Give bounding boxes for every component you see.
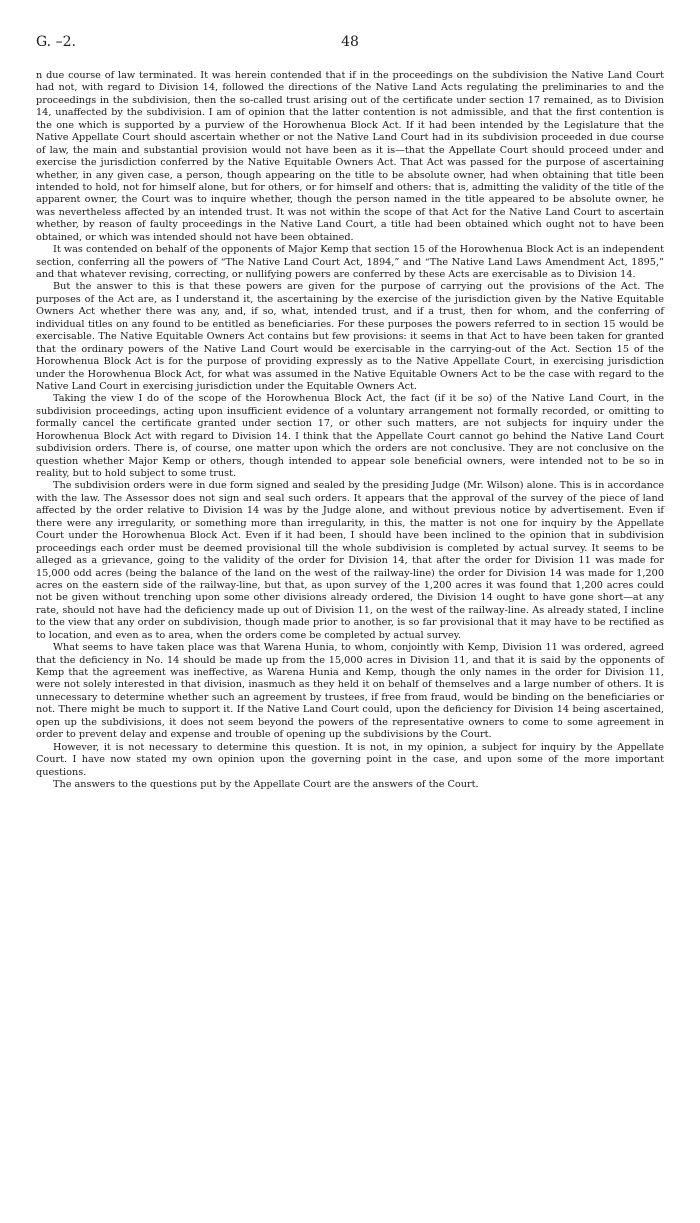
- paragraph: The answers to the questions put by the Appellate Court are the answers of the Court.: [53, 778, 479, 790]
- body-text: [36, 70, 664, 791]
- paragraph: However, it is not necessary to determine this question. It is not, in my opinion, a subject for inquiry by the Appellate Court. I have now stated my own opinion upon the governing point in the case, and upon some of the more important questions.: [36, 741, 664, 778]
- page-number: 48: [341, 34, 359, 50]
- paragraph: n due course of law terminated. It was herein contended that if in the proceedings on the subdivision the Native Land Court had not, with regard to Division 14, followed the directions of the Native Land Acts regulating the preliminaries to and the proceedings in the subdivision, then the so-called trust arising out of the certificate under section 17 remained, as to Division 14, unaffected by the subdivision. I am of opinion that the latter contention is not admissible, and that the first contention is the one which is supported by a purview of the Horowhenua Block Act. If it had been intended by the Legislature that the Native Appellate Court should ascertain whether or not the Native Land Court had in its subdivision proceeded in due course of law, the main and substantial provision would not have been as it is—that the Appellate Court should proceed under and exercise the jurisdiction conferred by the Native Equitable Owners Act. That Act was passed for the purpose of ascertaining whether, in any given case, a person, though appearing on the title to be absolute owner, had when obtaining that title been intended to hold, not for himself alone, but for others, or for himself and others: that is, admitting the validity of the title of the apparent owner, the Court was to inquire whether, though the person named in the title appeared to be absolute owner, he was nevertheless affected by an intended trust. It was not within the scope of that Act for the Native Land Court to ascertain whether, by reason of faulty proceedings in the Native Land Court, a title had been obtained which ought not to have been obtained, or which was intended should not have been obtained.: [36, 70, 664, 243]
- paragraph: What seems to have taken place was that Warena Hunia, to whom, conjointly with Kemp, Division 11 was ordered, agreed that the deficiency in No. 14 should be made up from the 15,000 acres in Division 11, and that it is said by the opponents of Kemp that the agreement was ineffective, as Warena Hunia and Kemp, though the only names in the order for Division 11, were not solely interested in that division, inasmuch as they held it on behalf of themselves and a large number of others. It is unnecessary to determine whether such an agreement by trustees, if free from fraud, would be binding on the beneficiaries or not. There might be much to support it. If the Native Land Court could, upon the deficiency for Division 14 being ascertained, open up the subdivisions, it does not seem beyond the powers of the representative owners to come to some agreement in order to prevent delay and expense and trouble of opening up the subdivisions by the Court.: [36, 642, 664, 741]
- document-reference: G. –2.: [36, 34, 76, 50]
- paragraph: It was contended on behalf of the opponents of Major Kemp that section 15 of the Horowhenua Block Act is an independent section, conferring all the powers of “The Native Land Court Act, 1894,” and “The Native Land Laws Amendment Act, 1895,” and that whatever revising, correcting, or nullifying powers are conferred by these Acts are exercisable as to Division 14.: [36, 244, 664, 280]
- paragraph: But the answer to this is that these powers are given for the purpose of carrying out the provisions of the Act. The purposes of the Act are, as I understand it, the ascertaining by the exercise of the jurisdiction given by the Native Equitable Owners Act whether there was any, and, if so, what, intended trust, and if a trust, then for whom, and the conferring of individual titles on any found to be entitled as beneficiaries. For these purposes the powers referred to in section 15 would be exercisable. The Native Equitable Owners Act contains but few provisions: it seems in that Act to have been taken for granted that the ordinary powers of the Native Land Court would be exercisable in the carrying-out of the Act. Section 15 of the Horowhenua Block Act is for the purpose of providing expressly as to the Native Appellate Court, in exercising jurisdiction under the Horowhenua Block Act, for what was assumed in the Native Equitable Owners Act to be the case with regard to the Native Land Court in exercising jurisdiction under the Equitable Owners Act.: [36, 281, 664, 392]
- paragraph: The subdivision orders were in due form signed and sealed by the presiding Judge (Mr. Wilson) alone. This is in accordance with the law. The Assessor does not sign and seal such orders. It appears that the approval of the survey of the piece of land affected by the order relative to Division 14 was by the Judge alone, and without previous notice by advertisement. Even if there were any irregularity, or something more than irregularity, in this, the matter is not one for inquiry by the Appellate Court under the Horowhenua Block Act. Even if it had been, I should have been inclined to the opinion that in subdivision proceedings each order must be deemed provisional till the whole subdivision is completed by actual survey. It seems to be alleged as a grievance, going to the validity of the order for Division 14, that after the order for Division 11 was made for 15,000 odd acres (being the balance of the land on the west of the railway-line) the order for Division 14 was made for 1,200 acres on the eastern side of the railway-line, but that, as upon survey of the 1,200 acres it was found that 1,200 acres could not be given without trenching upon some other divisions already ordered, the Division 14 ought to have gone short—at any rate, should not have had the deficiency made up out of Division 11, on the west of the railway-line. As already stated, I incline to the view that any order on subdivision, though made prior to another, is so far provisional that it may have to be rectified as to location, and even as to area, when the orders come be completed by actual survey.: [36, 480, 664, 641]
- page-header: [36, 34, 664, 52]
- paragraph: Taking the view I do of the scope of the Horowhenua Block Act, the fact (if it be so) of the Native Land Court, in the subdivision proceedings, acting upon insufficient evidence of a voluntary arrangement not formally recorded, or omitting to formally cancel the certificate granted under section 17, or other such matters, are not subjects for inquiry under the Horowhenua Block Act with regard to Division 14. I think that the Appellate Court cannot go behind the Native Land Court subdivision orders. There is, of course, one matter upon which the orders are not conclusive. They are not conclusive on the question whether Major Kemp or others, though intended to appear sole beneficial owners, were intended not to be so in reality, but to hold subject to some trust.: [36, 393, 664, 479]
